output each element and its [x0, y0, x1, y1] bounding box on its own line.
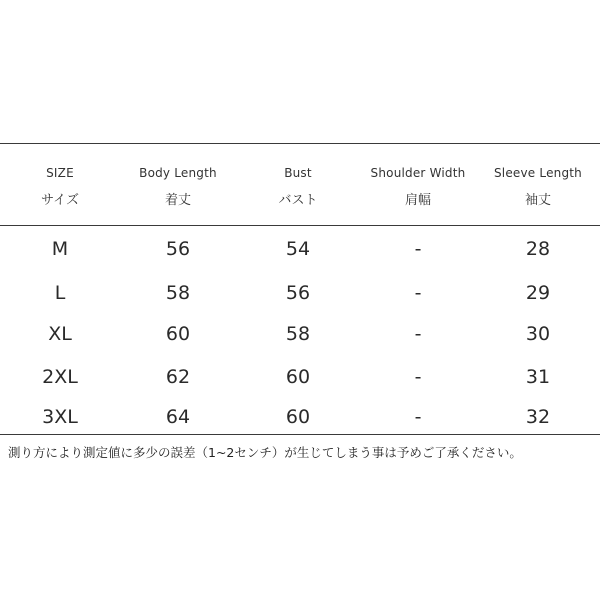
table-cell: 64	[165, 406, 191, 428]
table-cell: M	[51, 238, 69, 260]
table-cell: -	[414, 366, 422, 388]
table-cell: 56	[165, 238, 191, 260]
header-body-length-jp: 着丈	[164, 193, 191, 208]
table-cell: 58	[285, 323, 311, 345]
table-cell: 31	[525, 366, 551, 388]
bottom-rule	[0, 434, 600, 435]
header-size-en: SIZE	[46, 166, 74, 180]
table-cell: L	[54, 282, 66, 304]
top-rule	[0, 143, 600, 144]
table-cell: 2XL	[42, 366, 78, 388]
header-sleeve-length-jp: 袖丈	[524, 193, 551, 208]
header-body-length-en: Body Length	[139, 166, 217, 180]
header-bust-jp: バスト	[278, 193, 318, 208]
header-shoulder-width-en: Shoulder Width	[370, 166, 466, 180]
table-cell: 32	[525, 406, 551, 428]
table-cell: 60	[285, 366, 311, 388]
table-cell: -	[414, 406, 422, 428]
table-cell: -	[414, 282, 422, 304]
table-cell: 54	[285, 238, 311, 260]
table-cell: 56	[285, 282, 311, 304]
table-cell: 60	[285, 406, 311, 428]
table-cell: 58	[165, 282, 191, 304]
table-cell: 62	[165, 366, 191, 388]
table-cell: 29	[525, 282, 551, 304]
header-sleeve-length-en: Sleeve Length	[493, 166, 582, 180]
table-cell: -	[414, 323, 422, 345]
header-rule	[0, 225, 600, 226]
table-cell: -	[414, 238, 422, 260]
table-cell: 60	[165, 323, 191, 345]
header-bust-en: Bust	[284, 166, 312, 180]
table-cell: 30	[525, 323, 551, 345]
header-size-jp: サイズ	[41, 193, 79, 208]
table-cell: 3XL	[42, 406, 78, 428]
header-shoulder-width-jp: 肩幅	[404, 193, 431, 208]
measurement-note: 測り方により測定値に多少の誤差（1~2センチ）が生じてしまう事は予めご了承ください。	[8, 445, 522, 460]
table-cell: XL	[48, 323, 72, 345]
table-cell: 28	[525, 238, 551, 260]
